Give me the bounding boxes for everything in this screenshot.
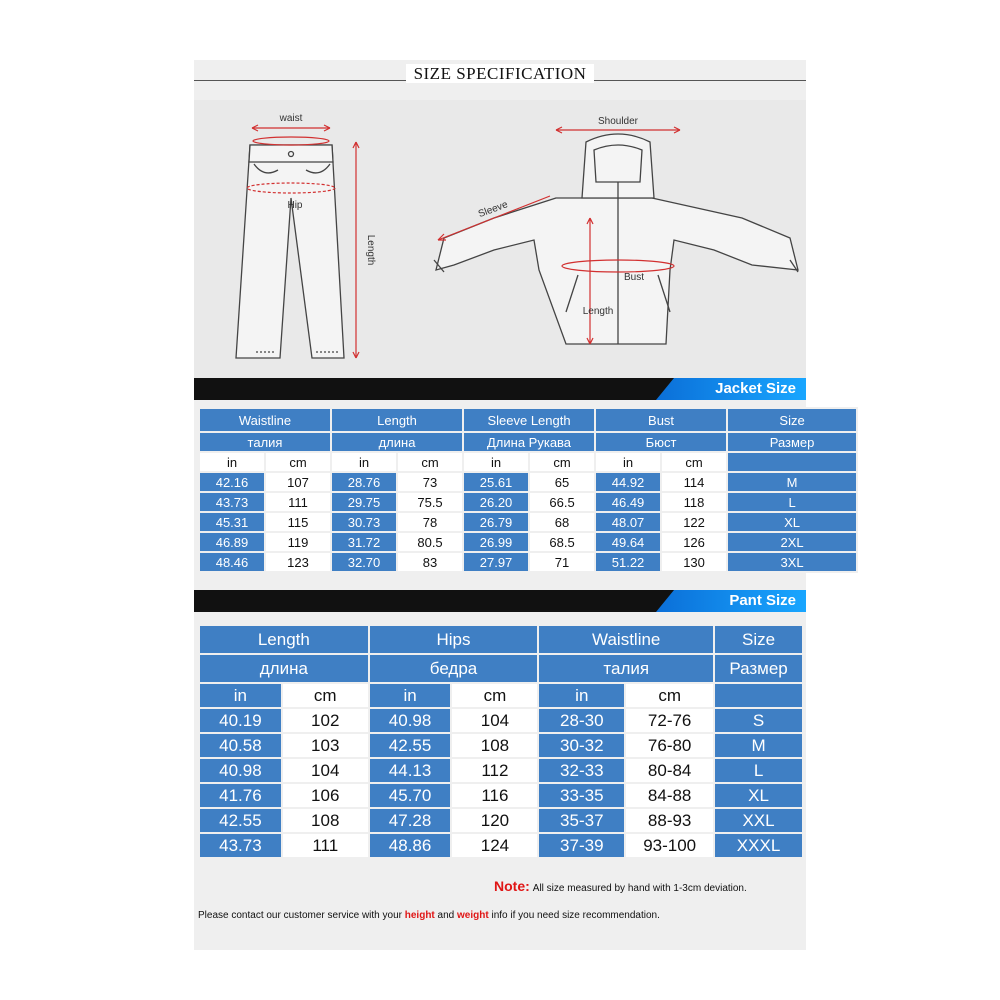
jacket-length-header: Length [332, 409, 462, 431]
pant-hips-header-ru: бедра [370, 655, 538, 682]
cell: 40.98 [200, 759, 281, 782]
jacket-sleeve-header-ru: Длина Рукава [464, 433, 594, 451]
contact-note [198, 910, 660, 921]
cell: 108 [283, 809, 368, 832]
contact-text-1: Please contact our customer service with your [198, 910, 405, 921]
table-row [200, 809, 802, 832]
cell: 116 [452, 784, 537, 807]
cell: 42.55 [200, 809, 281, 832]
cell: 119 [266, 533, 330, 551]
cell: 103 [283, 734, 368, 757]
cell: 45.31 [200, 513, 264, 531]
size-cell: XXXL [715, 834, 802, 857]
size-cell: M [728, 473, 856, 491]
cell: 104 [283, 759, 368, 782]
unit-label: in [200, 453, 264, 471]
garment-diagram [194, 100, 806, 378]
jacket-size-table [198, 407, 858, 573]
unit-label: cm [530, 453, 594, 471]
table-row [200, 533, 856, 551]
pant-waist-header-ru: талия [539, 655, 713, 682]
size-cell: XXL [715, 809, 802, 832]
jacket-length-header-ru: длина [332, 433, 462, 451]
size-cell: S [715, 709, 802, 732]
cell: 71 [530, 553, 594, 571]
note-text: All size measured by hand with 1-3cm deviation. [532, 883, 747, 894]
unit-label: in [539, 684, 624, 707]
unit-label: in [332, 453, 396, 471]
cell: 37-39 [539, 834, 624, 857]
cell: 126 [662, 533, 726, 551]
jacket-sleeve-header: Sleeve Length [464, 409, 594, 431]
cell: 114 [662, 473, 726, 491]
table-row [200, 553, 856, 571]
size-cell: L [728, 493, 856, 511]
unit-label: cm [662, 453, 726, 471]
table-row [200, 834, 802, 857]
size-cell: L [715, 759, 802, 782]
cell: 93-100 [626, 834, 713, 857]
cell: 51.22 [596, 553, 660, 571]
table-row [200, 734, 802, 757]
cell: 46.89 [200, 533, 264, 551]
cell: 80.5 [398, 533, 462, 551]
jacket-header-ru-row [200, 433, 856, 451]
unit-label: in [370, 684, 451, 707]
cell: 102 [283, 709, 368, 732]
jacket-size-bar [194, 378, 806, 400]
cell: 111 [266, 493, 330, 511]
pant-unit-row [200, 684, 802, 707]
cell: 26.20 [464, 493, 528, 511]
cell: 68.5 [530, 533, 594, 551]
pant-size-heading: Pant Size [729, 592, 796, 609]
pant-size-table [198, 624, 804, 859]
cell: 108 [452, 734, 537, 757]
cell: 26.99 [464, 533, 528, 551]
cell: 25.61 [464, 473, 528, 491]
cell: 107 [266, 473, 330, 491]
size-column-spacer [715, 684, 802, 707]
cell: 78 [398, 513, 462, 531]
cell: 40.98 [370, 709, 451, 732]
jacket-waist-header: Waistline [200, 409, 330, 431]
page-title [0, 64, 1000, 84]
unit-label: cm [283, 684, 368, 707]
pant-size-bar [194, 590, 806, 612]
table-row [200, 473, 856, 491]
size-column-spacer [728, 453, 856, 471]
jacket-size-header-ru: Размер [728, 433, 856, 451]
pant-length-header-ru: длина [200, 655, 368, 682]
height-word: height [404, 910, 435, 921]
table-row [200, 759, 802, 782]
unit-label: in [596, 453, 660, 471]
cell: 30-32 [539, 734, 624, 757]
cell: 31.72 [332, 533, 396, 551]
cell: 44.13 [370, 759, 451, 782]
cell: 41.76 [200, 784, 281, 807]
cell: 68 [530, 513, 594, 531]
table-row [200, 784, 802, 807]
cell: 75.5 [398, 493, 462, 511]
table-row [200, 709, 802, 732]
shoulder-label: Shoulder [597, 116, 639, 127]
unit-label: in [200, 684, 281, 707]
hip-label: Hip [287, 200, 303, 211]
pant-header-ru-row [200, 655, 802, 682]
shoulder-measure [556, 127, 680, 133]
cell: 42.16 [200, 473, 264, 491]
cell: 40.58 [200, 734, 281, 757]
cell: 115 [266, 513, 330, 531]
cell: 72-76 [626, 709, 713, 732]
cell: 104 [452, 709, 537, 732]
size-cell: XL [728, 513, 856, 531]
size-cell: M [715, 734, 802, 757]
weight-word: weight [457, 910, 489, 921]
cell: 84-88 [626, 784, 713, 807]
table-row [200, 493, 856, 511]
unit-label: cm [398, 453, 462, 471]
cell: 106 [283, 784, 368, 807]
cell: 35-37 [539, 809, 624, 832]
pant-length-label: Length [365, 234, 376, 266]
jacket-bust-header: Bust [596, 409, 726, 431]
note-label: Note: [494, 878, 530, 894]
pant-length-measure [353, 142, 359, 358]
jacket-header-row [200, 409, 856, 431]
jacket-size-heading: Jacket Size [715, 380, 796, 397]
jacket-bust-header-ru: Бюст [596, 433, 726, 451]
pant-size-header-ru: Размер [715, 655, 802, 682]
cell: 123 [266, 553, 330, 571]
cell: 48.86 [370, 834, 451, 857]
cell: 66.5 [530, 493, 594, 511]
sleeve-label: Sleeve [476, 199, 510, 221]
cell: 32-33 [539, 759, 624, 782]
size-cell: 3XL [728, 553, 856, 571]
cell: 83 [398, 553, 462, 571]
unit-label: in [464, 453, 528, 471]
measurement-note [494, 878, 747, 894]
cell: 40.19 [200, 709, 281, 732]
cell: 88-93 [626, 809, 713, 832]
unit-label: cm [266, 453, 330, 471]
cell: 32.70 [332, 553, 396, 571]
cell: 120 [452, 809, 537, 832]
jacket-waist-header-ru: талия [200, 433, 330, 451]
pants-diagram [236, 145, 344, 358]
waist-label: waist [279, 113, 303, 124]
garment-illustrations [194, 100, 806, 378]
cell: 118 [662, 493, 726, 511]
contact-text-3: info if you need size recommendation. [488, 910, 660, 921]
cell: 49.64 [596, 533, 660, 551]
pant-hips-header: Hips [370, 626, 538, 653]
bust-label: Bust [623, 272, 645, 283]
cell: 30.73 [332, 513, 396, 531]
jacket-unit-row [200, 453, 856, 471]
jacket-size-header: Size [728, 409, 856, 431]
cell: 43.73 [200, 834, 281, 857]
cell: 28.76 [332, 473, 396, 491]
cell: 80-84 [626, 759, 713, 782]
pant-size-header: Size [715, 626, 802, 653]
pant-length-header: Length [200, 626, 368, 653]
cell: 46.49 [596, 493, 660, 511]
cell: 65 [530, 473, 594, 491]
cell: 48.07 [596, 513, 660, 531]
cell: 26.79 [464, 513, 528, 531]
size-cell: XL [715, 784, 802, 807]
cell: 45.70 [370, 784, 451, 807]
cell: 44.92 [596, 473, 660, 491]
page-title-text: SIZE SPECIFICATION [406, 64, 595, 83]
cell: 27.97 [464, 553, 528, 571]
unit-label: cm [626, 684, 713, 707]
cell: 124 [452, 834, 537, 857]
cell: 29.75 [332, 493, 396, 511]
pant-waist-header: Waistline [539, 626, 713, 653]
jacket-diagram [434, 134, 798, 344]
cell: 76-80 [626, 734, 713, 757]
cell: 130 [662, 553, 726, 571]
contact-text-2: and [434, 910, 458, 921]
cell: 33-35 [539, 784, 624, 807]
size-cell: 2XL [728, 533, 856, 551]
pant-header-row [200, 626, 802, 653]
cell: 48.46 [200, 553, 264, 571]
unit-label: cm [452, 684, 537, 707]
cell: 112 [452, 759, 537, 782]
cell: 122 [662, 513, 726, 531]
cell: 28-30 [539, 709, 624, 732]
cell: 42.55 [370, 734, 451, 757]
cell: 43.73 [200, 493, 264, 511]
cell: 73 [398, 473, 462, 491]
cell: 47.28 [370, 809, 451, 832]
cell: 111 [283, 834, 368, 857]
jacket-length-label: Length [582, 306, 614, 317]
table-row [200, 513, 856, 531]
